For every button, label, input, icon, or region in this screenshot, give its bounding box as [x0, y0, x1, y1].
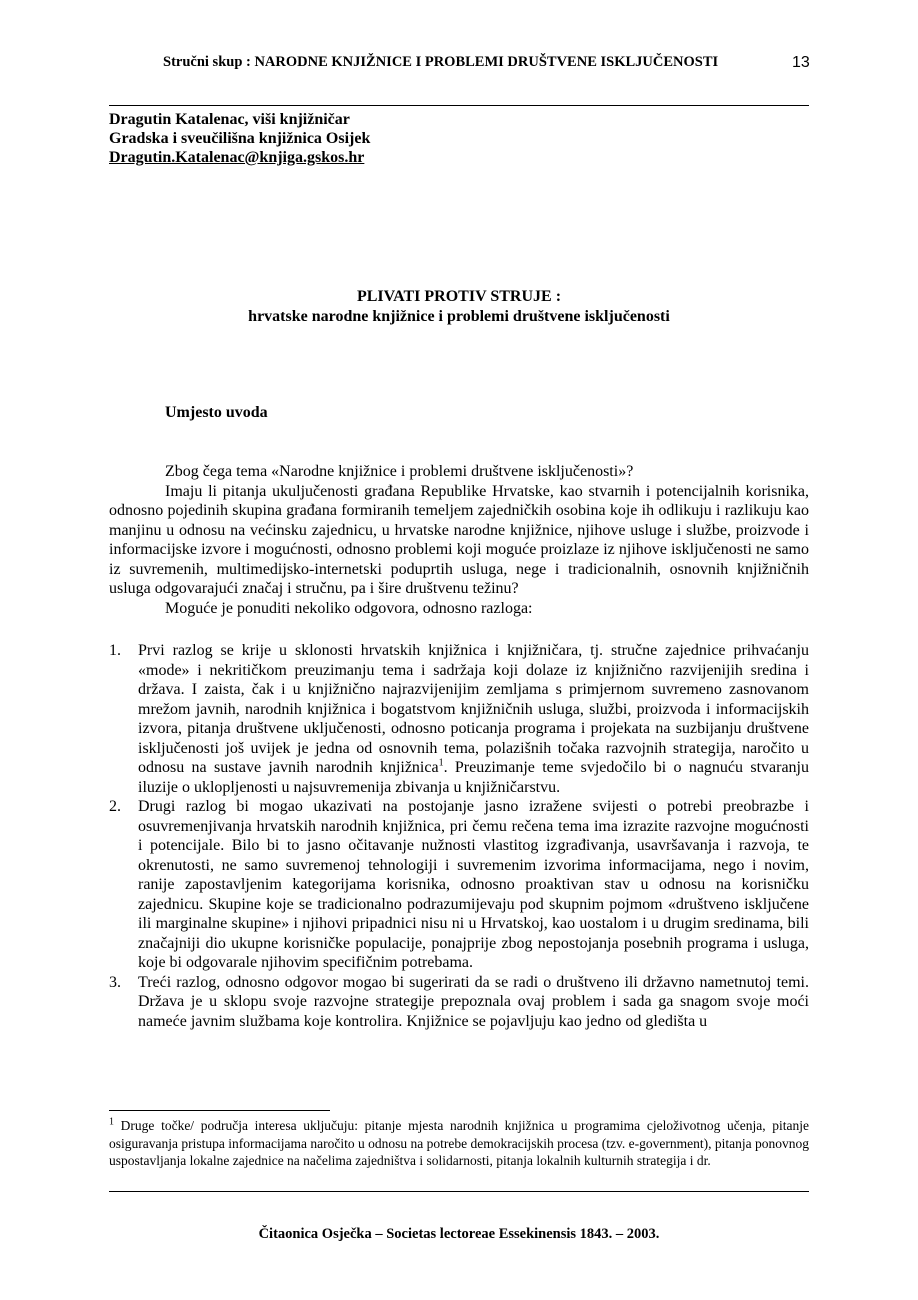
list-item-number: 3. — [109, 973, 121, 991]
author-email-link[interactable]: Dragutin.Katalenac@knjiga.gskos.hr — [109, 149, 365, 166]
page-footer: Čitaonica Osječka – Societas lectoreae Essekinensis 1843. – 2003. — [258, 1226, 660, 1242]
author-affiliation: Gradska i sveučilišna knjižnica Osijek — [109, 130, 371, 147]
footnote-rule — [109, 1110, 330, 1111]
list-item-text: Treći razlog, odnosno odgovor mogao bi sugerirati da se radi o društveno ili državno nametnutoj temi. Država je u sklopu svoje razvojne strategije prepoznala ovaj problem i sada ga snagom svoje moći nameće javnim službama koje kontrolira. Knjižnice se pojavljuju kao jedno od gledišta u — [138, 973, 809, 1030]
intro-lead-in: Moguće je ponuditi nekoliko odgovora, odnosno razloga: — [165, 599, 533, 617]
article-subtitle: hrvatske narodne knjižnice i problemi društvene isključenosti — [248, 308, 670, 325]
title-block — [0, 287, 918, 327]
header-rule — [109, 105, 809, 106]
list-item-number: 2. — [109, 798, 121, 815]
list-item — [109, 797, 809, 973]
list-item-text: Drugi razlog bi mogao ukazivati na postojanje jasno izražene svijesti o potrebi preobrazbe i osuvremenjivanja hrvatskih narodnih knjižnica, pri čemu rečena tema ima izrazite razvojne mogućnosti i potencijale. Bilo bi to jasno očitavanje nužnosti vlastitog izgrađivanja, usavršavanja i razvoja, te okrenutosti, ne samo suvremenoj tehnologiji i suvremenim izvorima informacijama, nego i novim, ranije zapostavljenim kategorijama korisnika, odnosno proaktivan stav u odnosu na korisničku zajednicu. Skupine koje se tradicionalno podrazumijevaju pod skupnim pojmom «društveno isključene ili marginalne skupine» i njihovi pripadnici nisu ni u Hrvatskoj, kao uostalom i u drugim sredinama, bili značajniji dio ukupne korisničke populacije, ponajprije zbog nepostojanja posebnih programa i usluga, koje bi odgovarale njihovim specifičnim potrebama. — [138, 798, 809, 971]
list-item — [109, 641, 809, 797]
article-title: PLIVATI PROTIV STRUJE : — [356, 288, 562, 305]
running-header: Stručni skup : NARODNE KNJIŽNICE I PROBLEMI DRUŠTVENE ISKLJUČENOSTI — [163, 54, 719, 70]
page-number: 13 — [792, 54, 810, 71]
list-item — [109, 973, 809, 1032]
list-item-number: 1. — [109, 642, 121, 659]
footnote — [109, 1117, 809, 1170]
author-name: Dragutin Katalenac, viši knjižničar — [109, 111, 350, 128]
list-item-text: Prvi razlog se krije u sklonosti hrvatskih knjižnica i knjižničara, tj. stručne zajednice prihvaćanju «mode» i nekritičkom preuzimanju tema i sadržaja koji dolaze iz knjižnično razvijenijih sredina i država. I zaista, čak i u knjižnično najrazvijenijim zemljama s primjernom suvremeno zasnovanom mrežom javnih, narodnih knjižnica i bogatstvom knjižničnih usluga, službi, proizvoda i informacijskih izvora, pitanja društvene uključenosti, odnosno poticanja programa i projekata na suzbijanju društvene isključenosti još uvijek je jedna od osnovnih tema, polazišnih točaka razvojnih strategija, naročito u odnosu na sustave javnih narodnih knjižnica — [138, 642, 809, 776]
footnote-mark: 1 — [109, 1116, 114, 1128]
list-item-text-continued: . Preuzimanje teme svjedočilo bi o nagnuću stvaranju iluzije o uklopljenosti u najsuvremenija zbivanja u knjižničarstvu. — [138, 759, 809, 796]
intro-question: Zbog čega tema «Narodne knjižnice i problemi društvene isključenosti»? — [165, 463, 634, 480]
footer-rule — [109, 1191, 809, 1192]
intro-paragraph: Imaju li pitanja ukuljučenosti građana Republike Hrvatske, kao stvarnih i potencijalnih korisnika, odnosno pojedinih skupina građana formiranih temeljem zajedničkih osobina koje ih odlikuju i razlikuju kao manjinu u odnosu na većinsku zajednicu, u hrvatske narodne knjižnice, njihove usluge i službe, proizvode i informacijske izvore i mogućnosti, odnosno problemi koji moguće proizlaze iz njihove isključenosti ne samo iz suvremenih, multimedijsko-internetski poduprtih usluga, nege i tradicionalnih, osnovnih knjižničnih usluga odgovarajući značaj i stručnu, pa i šire društvenu težinu? — [109, 482, 809, 597]
body-text — [109, 462, 809, 1031]
footnote-text: Druge točke/ područja interesa uključuju: pitanje mjesta narodnih knjižnica u programima cjeloživotnog učenja, pitanje osiguravanja pristupa informacijama naročito u odnosu na potrebe demokracijskih procesa (tzv. e-government), pitanja ponovnog uspostavljanja lokalne zajednice na načelima zajedništva i solidarnosti, pitanja lokalnih kulturnih strategija i dr. — [109, 1118, 809, 1168]
reasons-list — [109, 641, 809, 1031]
section-heading: Umjesto uvoda — [165, 404, 268, 421]
footnote-reference[interactable]: 1 — [438, 757, 444, 769]
author-block — [109, 110, 370, 167]
